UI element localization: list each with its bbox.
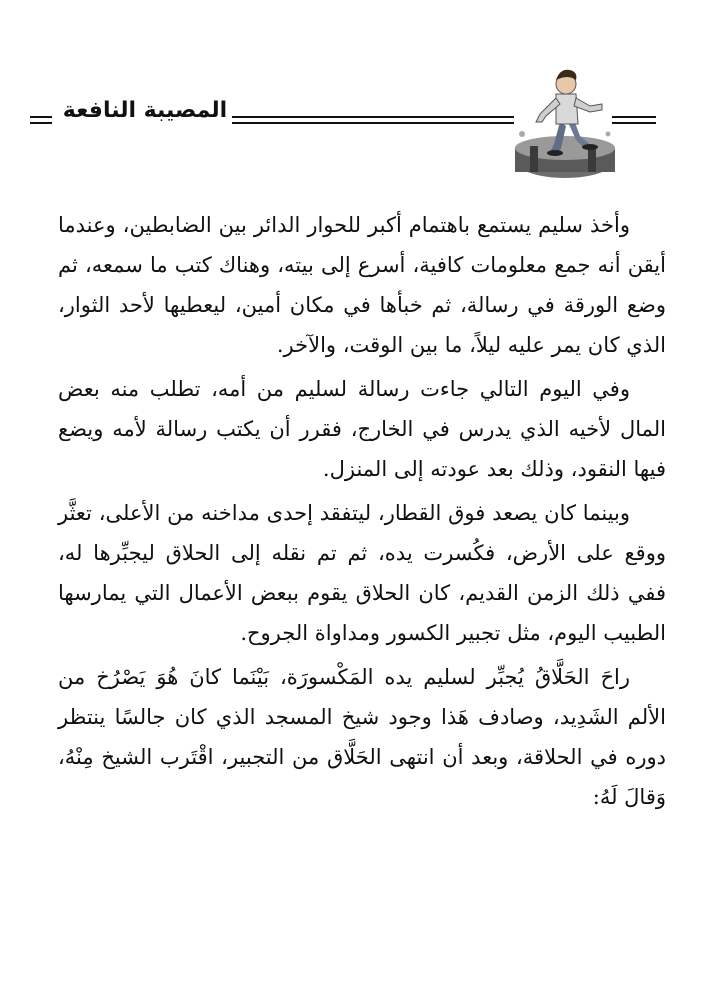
- decorative-rule-left: [30, 116, 52, 124]
- decorative-rule-middle: [232, 116, 514, 124]
- story-body: [58, 205, 666, 821]
- chapter-title: المصيبة النافعة: [62, 98, 228, 123]
- paragraph-4: راحَ الحَلَّاقُ يُجبِّر لسليم يده المَكْسورَة، بَيْنَما كانَ هُوَ يَصْرُخ من الألم الشَدِيد، وصادف هَذا وجود شيخ المسجد الذي كان جالسًا ينتظر دوره في الحلاقة، وبعد أن انتهى الحَلَّاق من التجبير، اقْتَرب الشيخ مِنْهُ، وَقالَ لَهُ:: [58, 665, 666, 809]
- paragraph-1: وأخذ سليم يستمع باهتمام أكبر للحوار الدائر بين الضابطين، وعندما أيقن أنه جمع معلومات كافية، أسرع إلى بيته، وهناك كتب ما سمعه، ثم وضع الورقة في رسالة، ثم خبأها في مكان أمين، ليعطيها لأحد الثوار، الذي كان يمر عليه ليلاً، ما بين الوقت، والآخر.: [58, 213, 666, 357]
- chapter-header: [0, 60, 720, 200]
- paragraph-3: وبينما كان يصعد فوق القطار، ليتفقد إحدى مداخنه من الأعلى، تعثَّر ووقع على الأرض، فكُسرت يده، ثم تم نقله إلى الحلاق ليجبِّرها له، ففي ذلك الزمن القديم، كان الحلاق يقوم ببعض الأعمال التي يمارسها الطبيب اليوم، مثل تجبير الكسور ومداواة الجروح.: [58, 501, 666, 645]
- boy-on-train-illustration: [510, 60, 620, 185]
- decorative-rule-right: [612, 116, 656, 124]
- paragraph-2: وفي اليوم التالي جاءت رسالة لسليم من أمه، تطلب منه بعض المال لأخيه الذي يدرس في الخارج، فقرر أن يكتب رسالة لأمه ويضع فيها النقود، وذلك بعد عودته إلى المنزل.: [58, 377, 666, 481]
